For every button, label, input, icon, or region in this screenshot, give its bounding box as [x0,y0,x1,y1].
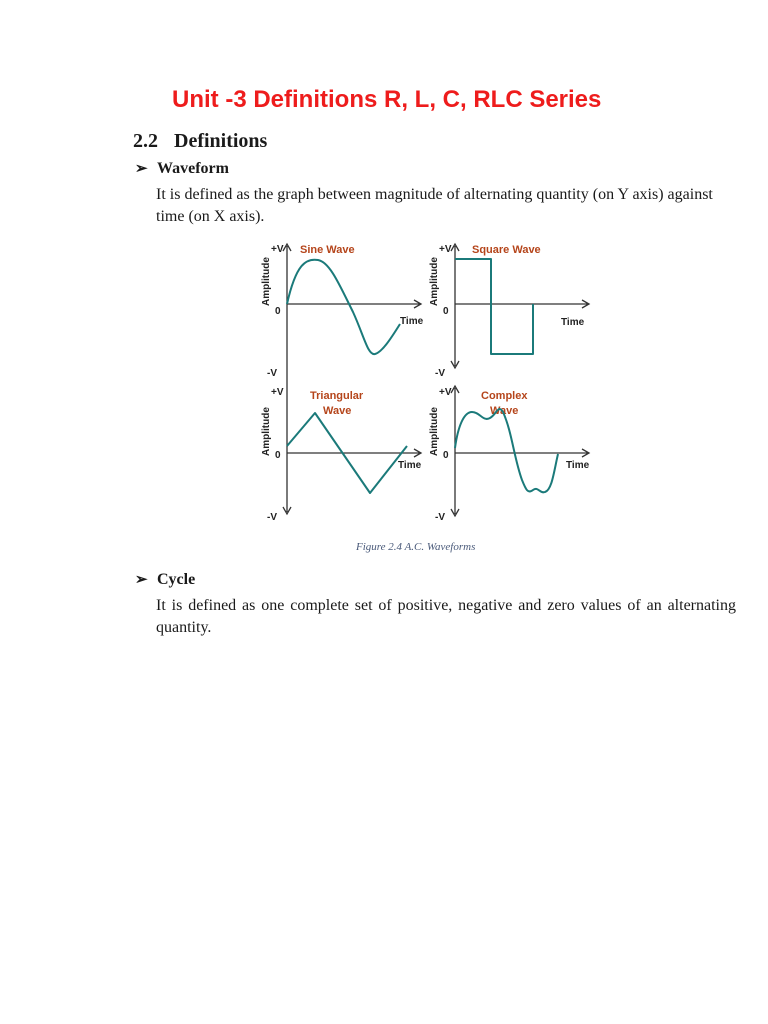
panel-title-line-2: Wave [323,405,352,417]
y-top-label: +V [439,387,452,398]
y-zero-label: 0 [275,450,281,461]
document-title: Unit -3 Definitions R, L, C, RLC Series [172,86,602,113]
y-bottom-label: -V [435,368,445,379]
y-bottom-label: -V [267,512,277,523]
paragraph-cycle-definition: It is defined as one complete set of positive, negative and zero values of an alternating quantity. [156,597,736,636]
y-top-label: +V [439,244,452,255]
paragraph-waveform-definition: It is defined as the graph between magnitude of alternating quantity (on Y axis) against time (on X axis). [156,186,713,225]
panel-title-line-2: Wave [490,405,519,417]
panel-square-wave [429,244,589,379]
y-zero-label: 0 [275,306,281,317]
x-axis-label: Time [561,317,585,328]
x-axis-label: Time [566,460,590,471]
y-top-label: +V [271,387,284,398]
x-axis-label: Time [400,316,424,327]
panel-sine-wave [261,244,424,514]
arrow-bullet-icon: ➢ [135,572,148,588]
y-axis-label: Amplitude [261,407,272,456]
bullet-cycle [135,570,195,589]
bullet-heading-cycle: Cycle [157,571,196,588]
y-top-label: +V [271,244,284,255]
panel-title: Sine Wave [300,244,355,256]
figure-ac-waveforms [250,236,600,526]
section-heading [133,130,267,153]
y-bottom-label: -V [435,512,445,523]
y-axis [451,244,459,368]
y-axis [451,386,459,516]
figure-caption: Figure 2.4 A.C. Waveforms [356,541,476,553]
sine-wave-curve [287,260,400,354]
y-axis-label: Amplitude [429,407,440,456]
bullet-heading-waveform: Waveform [157,160,229,177]
arrow-bullet-icon: ➢ [135,161,148,177]
x-axis [287,300,421,308]
x-axis-label: Time [398,460,422,471]
bullet-waveform [135,159,229,178]
square-wave-curve [455,259,533,354]
y-zero-label: 0 [443,306,449,317]
section-title: Definitions [174,130,268,152]
x-axis [455,300,589,308]
y-bottom-label: -V [267,368,277,379]
y-axis-label: Amplitude [429,257,440,306]
complex-wave-curve [455,409,558,492]
section-number: 2.2 [133,130,158,152]
panel-triangular-wave [261,387,422,523]
panel-complex-wave [429,386,590,523]
y-zero-label: 0 [443,450,449,461]
y-axis-label: Amplitude [261,257,272,306]
panel-title-line-1: Triangular [310,390,364,402]
panel-title: Square Wave [472,244,541,256]
y-axis [283,244,291,514]
panel-title-line-1: Complex [481,390,528,402]
x-axis [455,449,589,457]
